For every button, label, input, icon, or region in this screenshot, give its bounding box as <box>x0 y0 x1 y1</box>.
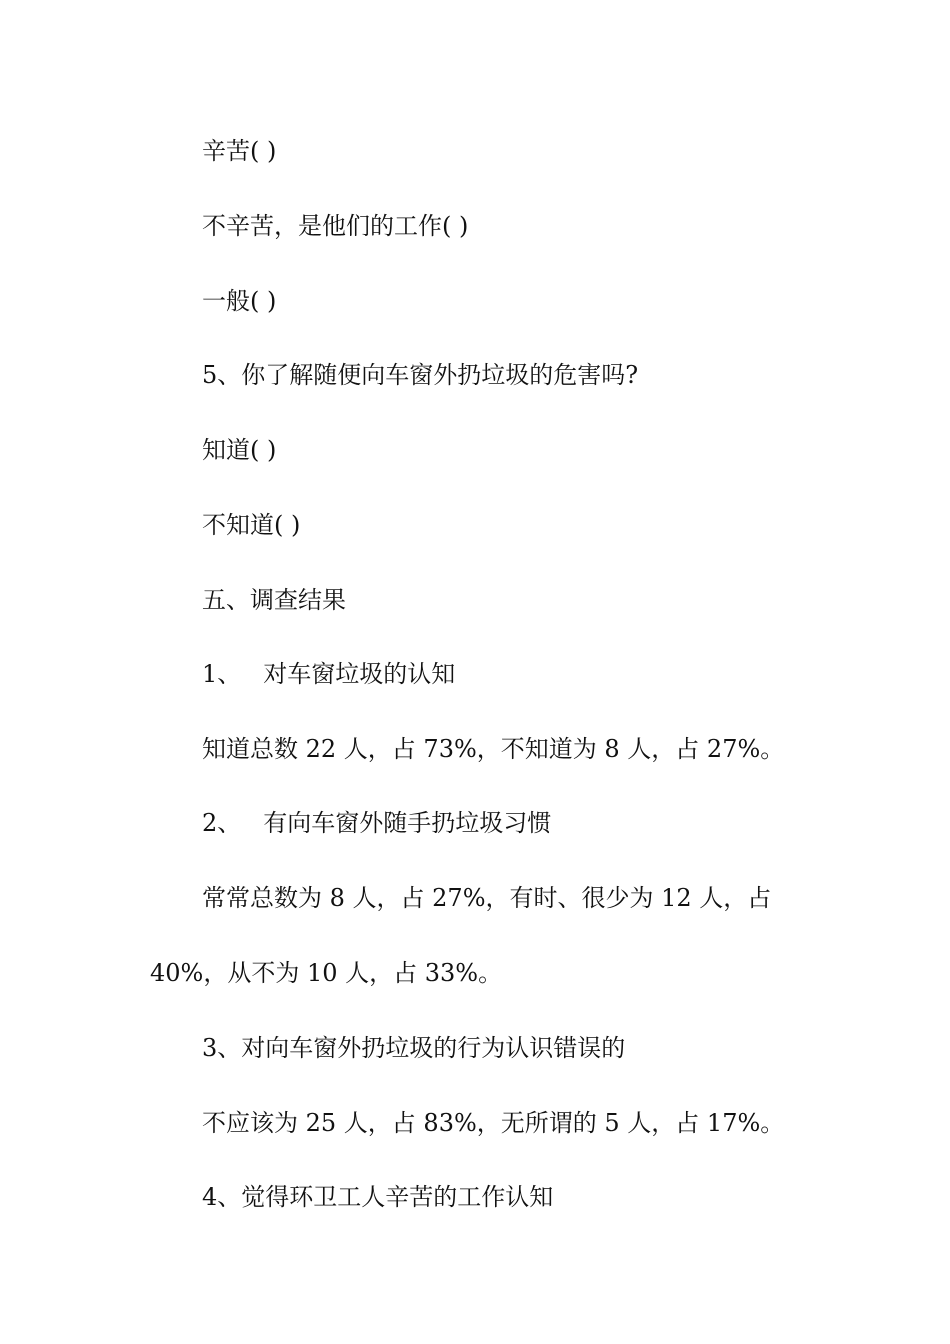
result-3-text: 不应该为 25 人，占 83%，无所谓的 5 人，占 17%。 <box>202 1109 785 1137</box>
item-number: 2、 <box>202 809 242 837</box>
option-hard: 辛苦( ) <box>202 137 277 165</box>
item-title: 有向车窗外随手扔垃圾习惯 <box>263 809 552 837</box>
option-average: 一般( ) <box>202 287 277 315</box>
result-2-text: 常常总数为 8 人，占 27%，有时、很少为 12 人，占 <box>202 884 772 912</box>
question-5: 5、你了解随便向车窗外扔垃圾的危害吗? <box>202 361 639 389</box>
result-2-text-continued: 40%，从不为 10 人，占 33%。 <box>150 959 503 987</box>
option-know: 知道( ) <box>202 436 277 464</box>
result-item-2 <box>202 808 551 838</box>
section-heading-results: 五、调查结果 <box>202 586 346 614</box>
item-title: 对车窗垃圾的认知 <box>263 660 456 688</box>
item-number: 1、 <box>202 660 242 688</box>
result-1-text: 知道总数 22 人，占 73%，不知道为 8 人，占 27%。 <box>202 735 785 763</box>
option-not-hard: 不辛苦，是他们的工作( ) <box>202 212 469 240</box>
result-item-3: 3、对向车窗外扔垃圾的行为认识错误的 <box>202 1034 626 1062</box>
option-not-know: 不知道( ) <box>202 511 301 539</box>
result-item-4: 4、觉得环卫工人辛苦的工作认知 <box>202 1183 554 1211</box>
result-item-1 <box>202 659 455 689</box>
